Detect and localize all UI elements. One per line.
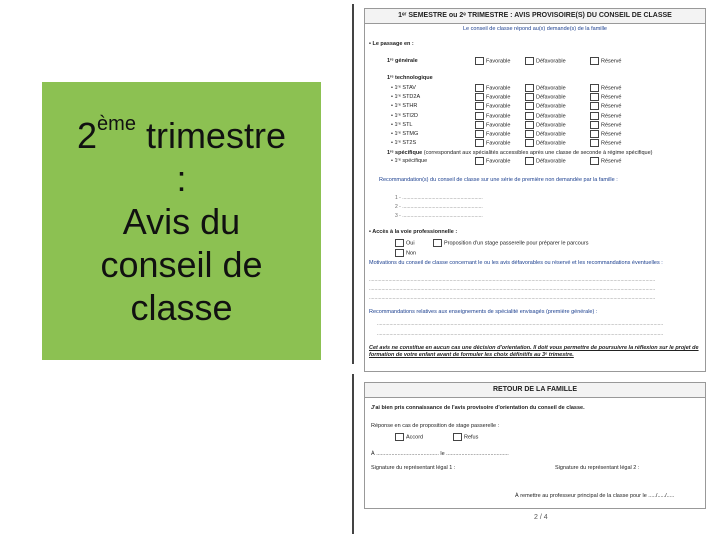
series-defavorable-checkbox[interactable] — [525, 130, 534, 138]
a-remettre-text: À remettre au professeur principal de la classe pour le ...../...../..... — [515, 493, 675, 499]
series-favorable-checkbox[interactable] — [475, 93, 484, 101]
retour-header: RETOUR DE LA FAMILLE — [365, 383, 705, 398]
passage-label: • Le passage en : — [369, 41, 414, 47]
series-favorable-checkbox[interactable] — [475, 84, 484, 92]
series-favorable-checkbox[interactable] — [475, 139, 484, 147]
series-favorable-checkbox[interactable] — [475, 112, 484, 120]
series-defavorable-checkbox[interactable] — [525, 84, 534, 92]
techno-label: 1ʳᵉ technologique — [387, 75, 433, 81]
series-reserve-checkbox[interactable] — [590, 93, 599, 101]
avis-subheader: Le conseil de classe répond au(x) demande(s) de la famille — [463, 26, 607, 32]
avis-header: 1ᵉʳ SEMESTRE ou 2ᵉ TRIMESTRE : AVIS PROVISOIRE(S) DU CONSEIL DE CLASSE — [365, 9, 705, 24]
specifique-defavorable-checkbox[interactable] — [525, 157, 534, 165]
series-defavorable-checkbox[interactable] — [525, 112, 534, 120]
motivations-line-1: .............................................................................................................................................................................................................. — [369, 277, 656, 283]
title-line-5: classe — [130, 286, 233, 328]
refus-checkbox[interactable] — [453, 433, 462, 441]
page-number: 2 / 4 — [534, 514, 548, 521]
title-line-4: conseil de — [100, 243, 263, 285]
avertissement-text: Cet avis ne constitue en aucun cas une décision d'orientation. Il doit vous permettre de poursuivre la réflexion sur le projet de formation de votre enfant avant de formuler les choix définitifs au 3ᵉ trimestre. — [369, 345, 699, 358]
stage-passerelle-checkbox[interactable] — [433, 239, 442, 247]
rec-line-1: 1 - .......................................................... — [395, 195, 483, 201]
retour-panel: RETOUR DE LA FAMILLE J'ai bien pris connaissance de l'avis provisoire d'orientation du conseil de classe. Réponse en cas de proposition de stage passerelle : Accord Refus À ......................................... le ......................................... Signature du représentant légal 1 : Signature du représentant légal 2 : À remettre au professeur principal de la classe pour le ...../...../..... — [364, 382, 706, 509]
recommandations-ens-label: Recommandations relatives aux enseignements de spécialité envisagés (première générale) : — [369, 309, 598, 315]
left-divider — [352, 4, 354, 364]
title-line-3: Avis du — [122, 200, 241, 242]
title-box — [42, 82, 321, 360]
rec-line-2: 2 - .......................................................... — [395, 204, 483, 210]
accord-checkbox[interactable] — [395, 433, 404, 441]
date-line: À ......................................... le ......................................... — [371, 451, 509, 457]
specifique-favorable-checkbox[interactable] — [475, 157, 484, 165]
series-defavorable-checkbox[interactable] — [525, 102, 534, 110]
series-defavorable-checkbox[interactable] — [525, 93, 534, 101]
rec-line-3: 3 - .......................................................... — [395, 213, 483, 219]
oui-checkbox[interactable] — [395, 239, 404, 247]
specifique-label: 1ʳᵉ spécifique (correspondant aux spécialités accessibles après une classe de seconde à régime spécifique) — [387, 150, 653, 156]
series-favorable-checkbox[interactable] — [475, 130, 484, 138]
non-checkbox[interactable] — [395, 249, 404, 257]
signature-2-label: Signature du représentant légal 2 : — [555, 465, 640, 471]
title-line-1: 2ème trimestre — [77, 112, 286, 156]
motivations-line-3: .............................................................................................................................................................................................................. — [369, 295, 656, 301]
series-reserve-checkbox[interactable] — [590, 130, 599, 138]
recommandations-label: Recommandation(s) du conseil de classe sur une série de première non demandée par la famille : — [379, 177, 618, 183]
signature-1-label: Signature du représentant légal 1 : — [371, 465, 456, 471]
series-reserve-checkbox[interactable] — [590, 102, 599, 110]
reponse-stage-label: Réponse en cas de proposition de stage passerelle : — [371, 423, 500, 429]
series-reserve-checkbox[interactable] — [590, 139, 599, 147]
series-defavorable-checkbox[interactable] — [525, 121, 534, 129]
title-line-2: : — [176, 157, 187, 199]
series-reserve-checkbox[interactable] — [590, 121, 599, 129]
motivations-label: Motivations du conseil de classe concernant le ou les avis défavorables ou réservé et les recommandations éventuelles : — [369, 260, 663, 266]
generale-defavorable-checkbox[interactable] — [525, 57, 534, 65]
series-defavorable-checkbox[interactable] — [525, 139, 534, 147]
series-reserve-checkbox[interactable] — [590, 112, 599, 120]
generale-reserve-checkbox[interactable] — [590, 57, 599, 65]
retour-text: J'ai bien pris connaissance de l'avis provisoire d'orientation du conseil de classe. — [371, 405, 585, 411]
series-reserve-checkbox[interactable] — [590, 84, 599, 92]
ens-line-1: .............................................................................................................................................................................................................. — [377, 321, 664, 327]
series-favorable-checkbox[interactable] — [475, 121, 484, 129]
motivations-line-2: .............................................................................................................................................................................................................. — [369, 286, 656, 292]
generale-favorable-checkbox[interactable] — [475, 57, 484, 65]
specifique-reserve-checkbox[interactable] — [590, 157, 599, 165]
series-favorable-checkbox[interactable] — [475, 102, 484, 110]
left-divider-lower — [352, 374, 354, 534]
document-scan — [352, 4, 714, 534]
voie-pro-label: • Accès à la voie professionnelle : — [369, 229, 458, 235]
ens-line-2: .............................................................................................................................................................................................................. — [377, 331, 664, 337]
avis-panel: 1ᵉʳ SEMESTRE ou 2ᵉ TRIMESTRE : AVIS PROVISOIRE(S) DU CONSEIL DE CLASSE Le conseil de classe répond au(x) demande(s) de la famille • Le passage en : 1ʳᵉ générale Favorable Défavorable Réservé 1ʳᵉ technologique • 1ʳᵉ STAV Favorable Défavorable Réservé • 1ʳᵉ STD2A Favorable Défavorable Réservé • 1ʳᵉ STHR Favorable Défavorable Réservé • 1ʳᵉ STI2D Favorable Défavorable Réservé • 1ʳᵉ STL Favorable Défavorable Réservé • 1ʳᵉ STMG Favorable Défavorable Réservé • 1ʳᵉ ST2S Favorable Défavorable Réservé 1ʳᵉ spécifique (correspondant aux spécialités accessibles après une classe de seconde à régime spécifique) • 1ʳᵉ spécifique Favorable Défavorable Réservé Recommandation(s) du conseil de classe sur une série de première non demandée par la famille : 1 - .......................................................... 2 - .......................................................... 3 - .......................................................... • Accès à la voie professionnelle : Oui Proposition d'un stage passerelle pour préparer le parcours Non Motivations du conseil de classe concernant le ou les avis défavorables ou réservé et les recommandations éventuelles : .............................................................................................................................................................................................................. .............................................................................................................................................................................................................. .............................................................................................................................................................................................................. Recommandations relatives aux enseignements de spécialité envisagés (première générale) : .............................................................................................................................................................................................................. .............................................................................................................................................................................................................. Cet avis ne constitue en aucun cas une décision d'orientation. Il doit vous permettre de poursuivre la réflexion sur le projet de formation de votre enfant avant de formuler les choix définitifs au 3ᵉ trimestre. — [364, 8, 706, 372]
